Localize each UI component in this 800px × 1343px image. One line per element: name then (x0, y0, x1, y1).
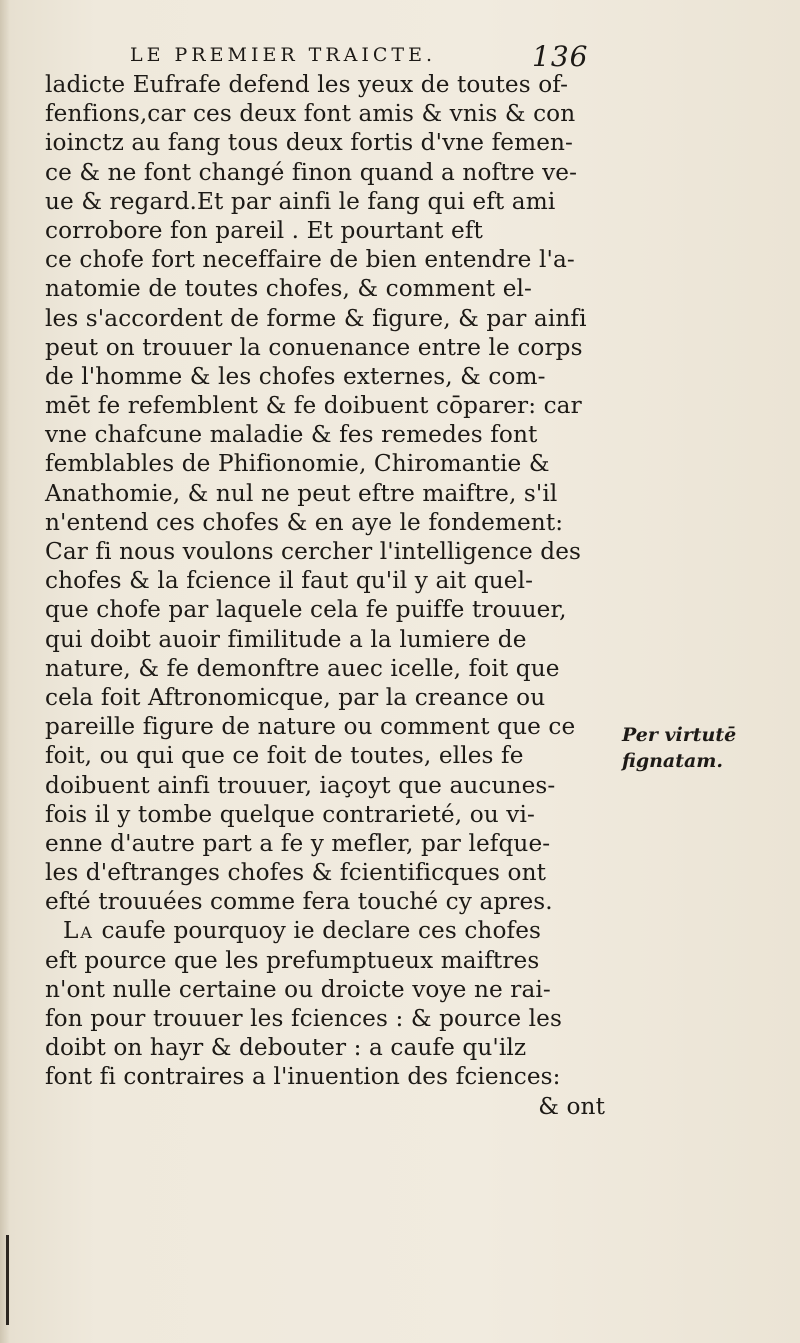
text-line: cela foit Aftronomicque, par la creance ou (45, 683, 546, 711)
text-line: n'ont nulle certaine ou droicte voye ne rai- (45, 975, 551, 1003)
text-line: de l'homme & les chofes externes, & com- (45, 362, 546, 390)
marginal-note (622, 722, 797, 774)
text-line: les s'accordent de forme & figure, & par ainfi (45, 304, 587, 332)
text-line: pareille figure de nature ou comment que ce (45, 713, 576, 741)
text-line: peut on trouuer la conuenance entre le corps (45, 333, 583, 361)
text-line: femblables de Phifionomie, Chiromantie & (45, 450, 550, 478)
text-line: ce & ne font changé finon quand a noftre ve- (45, 158, 578, 186)
text-line: qui doibt auoir fimilitude a la lumiere de (45, 625, 527, 653)
text-line: vne chafcune maladie & fes remedes font (45, 421, 538, 449)
text-line: fon pour trouuer les fciences : & pource les (45, 1005, 563, 1032)
text-line: foit, ou qui que ce foit de toutes, elles fe (45, 742, 524, 770)
text-line: enne d'autre part a fe y mefler, par lefque- (45, 829, 551, 857)
page-spine-shadow (0, 0, 10, 1343)
text-line: corrobore fon pareil . Et pourtant eft (45, 216, 483, 244)
text-line: natomie de toutes chofes, & comment el- (45, 275, 532, 303)
text-line: fenfions,car ces deux font amis & vnis & con (45, 100, 576, 128)
body-text (45, 70, 605, 1121)
text-line: efté trouuées comme fera touché cy apres. (45, 888, 553, 916)
text-line: Anathomie, & nul ne peut eftre maiftre, s'il (45, 479, 558, 507)
paragraph-first-line-rest: caufe pourquoy ie declare ces chofes (101, 917, 542, 945)
paragraph-lead-word: La (63, 917, 94, 945)
marginal-note-line: Per virtutē (622, 724, 737, 746)
text-line: doibt on hayr & debouter : a caufe qu'ilz (45, 1034, 527, 1062)
running-header (130, 40, 630, 74)
running-title: LE PREMIER TRAICTE. (130, 44, 436, 66)
paragraph-first-line (45, 916, 605, 945)
text-line: doibuent ainfi trouuer, iaçoyt que aucunes- (45, 771, 556, 799)
marginal-note-line: fignatam. (622, 750, 724, 772)
text-line: ue & regard.Et par ainfi le fang qui eft ami (45, 187, 556, 215)
text-line: ioinctz au fang tous deux fortis d'vne femen- (45, 129, 573, 157)
text-line: n'entend ces chofes & en aye le fondement: (45, 508, 564, 536)
text-line: nature, & fe demonftre auec icelle, foit que (45, 654, 560, 682)
text-line: que chofe par laquele cela fe puiffe trouuer, (45, 596, 567, 624)
text-line: fois il y tombe quelque contrarieté, ou vi- (45, 800, 535, 828)
text-line: mēt fe refemblent & fe doibuent cōparer: car (45, 392, 582, 420)
binding-edge-mark (6, 1235, 9, 1325)
text-line: ladicte Eufrafe defend les yeux de toutes of- (45, 71, 569, 98)
page-number: 136 (532, 40, 589, 73)
text-line: ce chofe fort neceffaire de bien entendre l'a- (45, 246, 575, 274)
catchword: & ont (538, 1092, 605, 1120)
text-line: eft pource que les prefumptueux maiftres (45, 946, 540, 974)
text-line: Car fi nous voulons cercher l'intelligence des (45, 538, 582, 565)
text-line: les d'eftranges chofes & fcientificques ont (45, 859, 547, 887)
text-line: font fi contraires a l'inuention des fciences: (45, 1063, 561, 1091)
text-line: chofes & la fcience il faut qu'il y ait quel- (45, 567, 534, 595)
